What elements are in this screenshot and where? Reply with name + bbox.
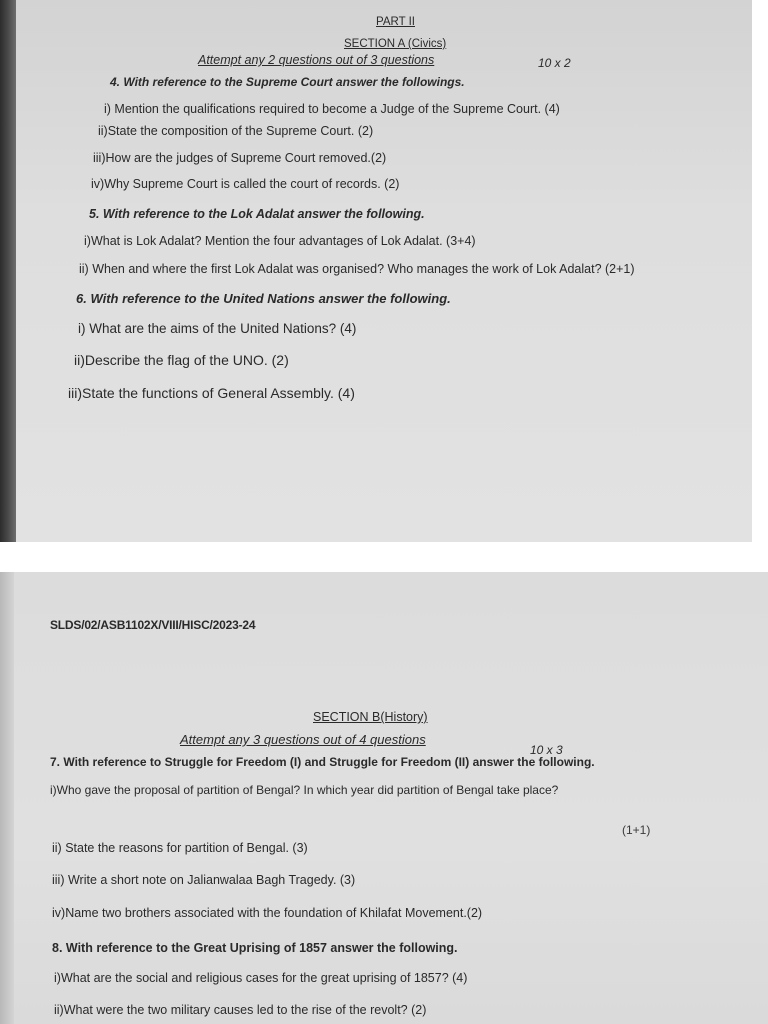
question-7-title: 7. With reference to Struggle for Freedom (I) and Struggle for Freedom (II) answer the following. — [50, 755, 595, 769]
question-4-item-2: ii)State the composition of the Supreme Court. (2) — [98, 124, 374, 138]
question-6-title: 6. With reference to the United Nations answer the following. — [76, 291, 451, 306]
question-4-item-3: iii)How are the judges of Supreme Court removed.(2) — [93, 151, 387, 165]
question-5-title: 5. With reference to the Lok Adalat answer the following. — [89, 207, 425, 221]
question-7-item-1-marks: (1+1) — [622, 823, 651, 837]
part-heading: PART II — [376, 16, 415, 28]
question-5-item-1: i)What is Lok Adalat? Mention the four advantages of Lok Adalat. (3+4) — [84, 234, 476, 248]
paper-code: SLDS/02/ASB1102X/VIII/HISC/2023-24 — [50, 618, 256, 632]
question-7-item-3: iii) Write a short note on Jalianwalaa Bagh Tragedy. (3) — [52, 873, 356, 887]
question-4-item-1: i) Mention the qualifications required to become a Judge of the Supreme Court. (4) — [104, 102, 560, 116]
question-7-item-1: i)Who gave the proposal of partition of Bengal? In which year did partition of Bengal take place? — [50, 783, 559, 797]
question-5-item-2: ii) When and where the first Lok Adalat was organised? Who manages the work of Lok Adalat? (2+1) — [79, 262, 635, 276]
section-a-heading: SECTION A (Civics) — [344, 38, 447, 50]
page-edge-shadow — [0, 572, 14, 1024]
exam-page-bottom — [0, 572, 768, 1024]
question-4-title: 4. With reference to the Supreme Court answer the followings. — [110, 75, 465, 89]
question-7-item-2: ii) State the reasons for partition of Bengal. (3) — [52, 841, 308, 855]
section-b-marks: 10 x 3 — [530, 743, 563, 757]
dark-edge-strip — [0, 0, 16, 542]
question-6-item-1: i) What are the aims of the United Nations? (4) — [78, 321, 357, 336]
section-b-heading: SECTION B(History) — [313, 710, 428, 724]
section-a-instruction: Attempt any 2 questions out of 3 questions — [198, 53, 435, 67]
section-b-instruction: Attempt any 3 questions out of 4 questions — [180, 732, 426, 747]
question-8-item-1: i)What are the social and religious cases for the great uprising of 1857? (4) — [54, 971, 468, 985]
section-a-marks: 10 x 2 — [538, 56, 571, 70]
question-6-item-2: ii)Describe the flag of the UNO. (2) — [74, 352, 289, 368]
question-7-item-4: iv)Name two brothers associated with the foundation of Khilafat Movement.(2) — [52, 906, 483, 920]
question-4-item-4: iv)Why Supreme Court is called the court of records. (2) — [91, 177, 400, 191]
question-6-item-3: iii)State the functions of General Assembly. (4) — [68, 385, 355, 401]
question-8-item-2: ii)What were the two military causes led to the rise of the revolt? (2) — [54, 1003, 427, 1017]
question-8-title: 8. With reference to the Great Uprising of 1857 answer the following. — [52, 941, 458, 955]
